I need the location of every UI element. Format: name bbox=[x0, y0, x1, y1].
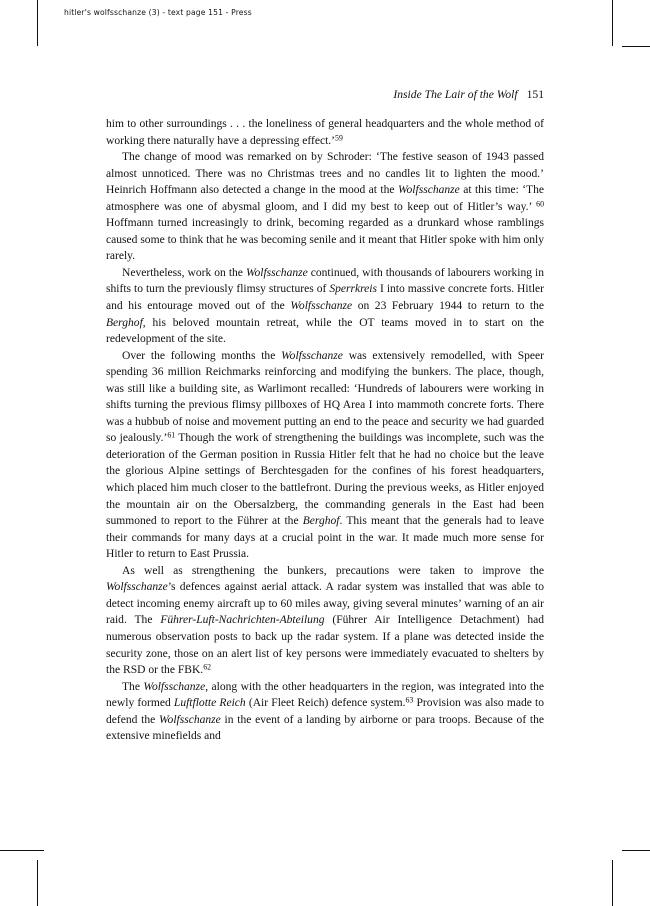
text-run: As well as strengthening the bunkers, precautions were taken to improve the bbox=[122, 564, 544, 577]
text-run: Over the following months the bbox=[122, 349, 282, 362]
paragraph bbox=[106, 679, 544, 745]
italic-term: Luftflotte Reich bbox=[173, 697, 246, 710]
italic-term: Führer-Luft-Nachrichten-Abteilung bbox=[160, 614, 325, 627]
text-run: (Führer Air Intelligence Detachment) had numerous observation posts to back up the radar system. If a plane was detected inside the security zone, those on an alert list of key persons were immediately evacuated to shelters by the RSD or the FBK. bbox=[106, 614, 544, 677]
text-run: The bbox=[122, 680, 144, 693]
crop-mark-bottom-left-vertical bbox=[37, 860, 38, 906]
text-run: at this time: ‘The atmosphere was one of abysmal gloom, and I did my best to keep out of Hitler’s way.’ bbox=[106, 184, 544, 213]
text-run: , along with the other headquarters in the region, was integrated into the newly formed bbox=[106, 680, 544, 710]
text-run: . This meant that the generals had to leave their commands for many days at a crucial point in the war. It made much more sense for Hitler to return to East Prussia. bbox=[106, 515, 544, 561]
italic-term: Wolfsschanze bbox=[397, 184, 460, 197]
italic-term: Wolfsschanze bbox=[106, 581, 168, 594]
crop-mark-top-left bbox=[37, 0, 38, 46]
paragraph bbox=[106, 149, 544, 265]
crop-mark-bottom-right-vertical bbox=[612, 860, 613, 906]
footnote-reference: 63 bbox=[405, 695, 414, 705]
body-text-block bbox=[106, 116, 544, 745]
text-run: in the event of a landing by airborne or para troops. Because of the extensive minefields and bbox=[106, 713, 545, 743]
crop-mark-bottom-left-horizontal bbox=[0, 850, 44, 851]
text-run: Nevertheless, work on the bbox=[122, 266, 246, 279]
footnote-reference: 60 bbox=[536, 199, 544, 209]
footnote-reference: 62 bbox=[203, 662, 212, 672]
text-run: continued, with thousands of labourers working in shifts to turn the previously flimsy structures of bbox=[106, 266, 544, 296]
text-run: (Air Fleet Reich) defence system. bbox=[245, 697, 406, 710]
crop-mark-top-right-vertical bbox=[612, 0, 613, 46]
text-run: him to other surroundings . . . the loneliness of general headquarters and the whole method of working there naturally have a depressing effect.’ bbox=[106, 118, 544, 147]
footnote-reference: 59 bbox=[335, 133, 343, 143]
paragraph bbox=[106, 116, 544, 149]
text-run: I into massive concrete forts. Hitler and his entourage moved out of the bbox=[106, 283, 544, 313]
page-folio: 151 bbox=[526, 88, 544, 101]
paragraph bbox=[106, 563, 544, 679]
crop-mark-bottom-right-horizontal bbox=[622, 850, 650, 851]
paragraph bbox=[106, 265, 544, 348]
italic-term: Berghof bbox=[106, 316, 143, 329]
press-slug-line: hitler's wolfsschanze (3) - text page 151 - Press bbox=[64, 8, 252, 17]
text-run: Hoffmann turned increasingly to drink, becoming regarded as a drunkard whose ramblings caused some to think that he was becoming senile and it meant that Hitler spoke with him only rarely. bbox=[106, 217, 544, 263]
text-run: ’s defences against aerial attack. A radar system was installed that was able to detect incoming enemy aircraft up to 60 miles away, giving several minutes’ warning of an air raid. The bbox=[106, 581, 544, 627]
text-run: , his beloved mountain retreat, while the OT teams moved in to start on the redevelopment of the site. bbox=[106, 316, 544, 346]
running-head-title: Inside The Lair of the Wolf bbox=[393, 88, 518, 101]
italic-term: Wolfsschanze bbox=[281, 349, 343, 362]
italic-term: Sperrkreis bbox=[329, 283, 378, 296]
footnote-reference: 61 bbox=[167, 431, 176, 441]
text-run: Provision was also made to defend the bbox=[106, 697, 544, 726]
text-run: Though the work of strengthening the buildings was incomplete, such was the deterioration of the German position in Russia Hitler felt that he had no choice but the leave the glorious Alpine settings of Berchtesgaden for the confines of his forest headquarters, which placed him much closer to the battlefront. During the previous weeks, as Hitler enjoyed the mountain air on the Obersalzberg, the commanding generals in the East had been summoned to report to the Führer at the bbox=[106, 432, 544, 528]
italic-term: Wolfsschanze bbox=[143, 680, 206, 693]
italic-term: Wolfsschanze bbox=[159, 713, 221, 726]
italic-term: Wolfsschanze bbox=[245, 266, 308, 279]
text-run: on 23 February 1944 to return to the bbox=[352, 300, 544, 313]
italic-term: Berghof bbox=[302, 515, 340, 528]
paragraph bbox=[106, 348, 544, 563]
text-run: was extensively remodelled, with Speer spending 36 million Reichmarks reinforcing and modifying the bunkers. The place, though, was still like a building site, as Warlimont recalled: ‘Hundreds of labourers were working in shifts turning the previous flimsy pillboxes of HQ Area I into mammoth concrete forts. There was a hubbub of noise and movement putting an end to the peace and security we had guarded so jealously.’ bbox=[106, 349, 545, 445]
italic-term: Wolfsschanze bbox=[290, 300, 353, 313]
text-run: The change of mood was remarked on by Schroder: ‘The festive season of 1943 passed almost unnoticed. There was no Christmas trees and no candles lit to lighten the mood.’ Heinrich Hoffmann also detected a change in the mood at the bbox=[106, 151, 544, 197]
running-head bbox=[106, 88, 544, 101]
crop-mark-top-right-horizontal bbox=[622, 46, 650, 47]
